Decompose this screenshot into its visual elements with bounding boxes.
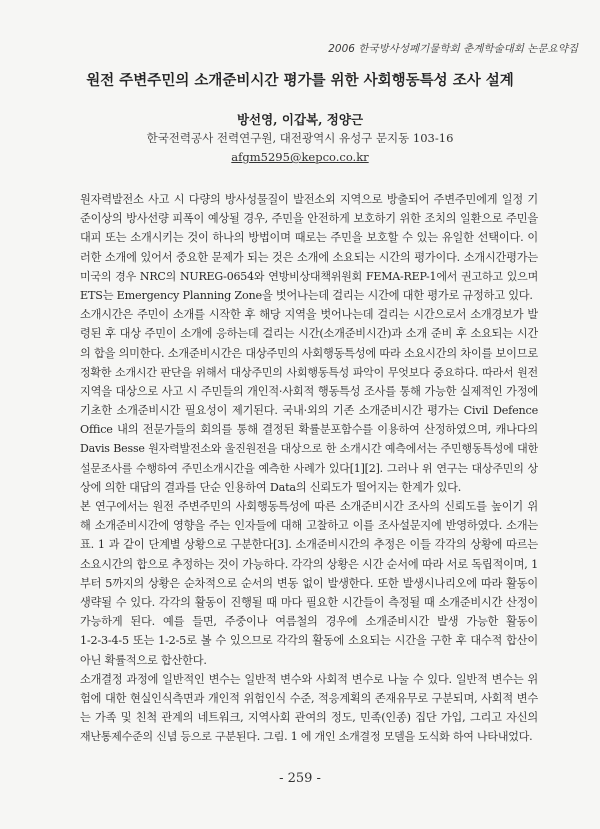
paragraph-line: Davis Besse 원자력발전소와 울진원전을 대상으로 한 소개시간 예측에서는 주민행동특성에 대한 (80, 442, 538, 456)
paragraph-line: 해 소개준비시간에 영향을 주는 인자들에 대해 고찰하고 이를 조사설문지에 반영하였다. 소개는 (80, 519, 538, 533)
paragraph-line: Office 내의 전문가들의 회의를 통해 결정된 확률분포함수를 이용하여 산정하였으며, 캐나다의 (80, 423, 538, 437)
paragraph-line: ETS는 Emergency Planning Zone을 벗어나는데 걸리는 시간에 대한 평가로 규정하고 있다. (80, 288, 533, 302)
paragraph-line: 소개결정 과정에 일반적인 변수는 일반적 변수와 사회적 변수로 나눌 수 있다. 일반적 변수는 위 (80, 672, 538, 686)
paragraph-line: 원자력발전소 사고 시 다량의 방사성물질이 발전소외 지역으로 방출되어 주변주민에게 일정 기 (80, 193, 538, 206)
paper-title: 원전 주변주민의 소개준비시간 평가를 위한 사회행동특성 조사 설계 (86, 72, 514, 89)
body-paragraph (80, 305, 538, 497)
affiliation: 한국전력공사 전력연구원, 대전광역시 유성구 문지동 103-16 (146, 131, 454, 145)
paragraph-line: 소요시간의 합으로 추정하는 것이 가능하다. 각각의 상황은 시간 순서에 따라 서로 독립적이며, 1 (80, 557, 538, 571)
paragraph-line: 부터 5까지의 상황은 순차적으로 순서의 변동 없이 발생한다. 또한 발생시나리오에 따라 활동이 (80, 576, 538, 590)
paragraph-line: 령된 후 대상 주민이 소개에 응하는데 걸리는 시간(소개준비시간)과 소개 준비 후 소요되는 시간 (80, 327, 538, 341)
paragraph-line: 대피 또는 소개시키는 것이 하나의 방법이며 때로는 주민을 보호할 수 있는 유일한 선택이다. 이 (80, 231, 538, 245)
paragraph-line: 1-2-3-4-5 또는 1-2-5로 볼 수 있으므로 각각의 활동에 소요되는 시간을 구한 후 대수적 합산이 (80, 634, 538, 648)
paragraph-line: 의 합을 의미한다. 소개준비시간은 대상주민의 사회행동특성에 따라 소요시간의 차이를 보이므로 (80, 346, 538, 360)
paragraph-line: 본 연구에서는 원전 주변주민의 사회행동특성에 따른 소개준비시간 조사의 신뢰도를 높이기 위 (80, 500, 538, 513)
paragraph-line: 가능하게 된다. 예를 들면, 주중이나 여름철의 경우에 소개준비시간 발생 가능한 활동이 (80, 615, 538, 629)
paragraph-line: 준이상의 방사선량 피폭이 예상될 경우, 주민을 안전하게 보호하기 위한 조치의 일환으로 주민을 (80, 212, 538, 226)
body-paragraph (80, 190, 538, 305)
paragraph-line: 는 가족 및 친척 관계의 네트워크, 지역사회 관여의 정도, 민족(인종) 집단 가입, 그리고 자신의 (80, 711, 538, 725)
body-paragraph (80, 497, 538, 670)
running-header: 2006 한국방사성폐기물학회 춘계학술대회 논문요약집 (328, 43, 578, 55)
paragraph-line: 정확한 소개시간 판단을 위해서 대상주민의 사회행동특성 파악이 무엇보다 중요하다. 따라서 원전 (80, 365, 538, 379)
authors: 방선영, 이갑복, 정양근 (236, 112, 364, 127)
paragraph-line: 기초한 소개준비시간 필요성이 제기된다. 국내·외의 기존 소개준비시간 평가는 Civil Defence (80, 404, 538, 418)
paragraph-line: 생략될 수 있다. 각각의 활동이 진행될 때 마다 필요한 시간들이 측정될 때 소개준비시간 산정이 (80, 595, 538, 609)
paragraph-line: 러한 소개에 있어서 중요한 문제가 되는 것은 소개에 소요되는 시간의 평가이다. 소개시간평가는 (80, 250, 538, 264)
paragraph-line: 표. 1 과 같이 단계별 상황으로 구분한다[3]. 소개준비시간의 추정은 이들 각각의 상황에 따르는 (80, 538, 538, 552)
paragraph-line: 미국의 경우 NRC의 NUREG-0654와 연방비상대책위원회 FEMA-REP-1에서 권고하고 있으며 (80, 269, 538, 283)
page-number: - 259 - (279, 771, 321, 786)
body-text (80, 190, 538, 746)
email-line (0, 150, 600, 164)
paragraph-line: 소개시간은 주민이 소개를 시작한 후 해당 지역을 벗어나는데 걸리는 시간으로서 소개경보가 발 (80, 308, 538, 322)
paragraph-line: 상에 의한 대답의 결과를 단순 인용하여 Data의 신뢰도가 떨어지는 한계가 있다. (80, 480, 462, 494)
body-paragraph (80, 670, 538, 747)
paragraph-line: 아닌 확률적으로 합산한다. (80, 653, 207, 667)
paragraph-line: 재난통제수준의 신념 등으로 구분된다. 그림. 1 에 개인 소개결정 모델을 도식화 하여 나타내었다. (80, 730, 533, 744)
paragraph-line: 험에 대한 현실인식측면과 개인적 위험인식 수준, 적응계획의 존재유무로 구분되며, 사회적 변수 (80, 691, 538, 705)
paragraph-line: 설문조사를 수행하여 주민소개시간을 예측한 사례가 있다[1][2]. 그러나 위 연구는 대상주민의 상 (80, 461, 538, 475)
email-address[interactable]: afgm5295@kepco.co.kr (231, 150, 369, 164)
paragraph-line: 지역을 대상으로 사고 시 주민들의 개인적·사회적 행동특성 조사를 통해 가능한 실제적인 가정에 (80, 384, 538, 398)
